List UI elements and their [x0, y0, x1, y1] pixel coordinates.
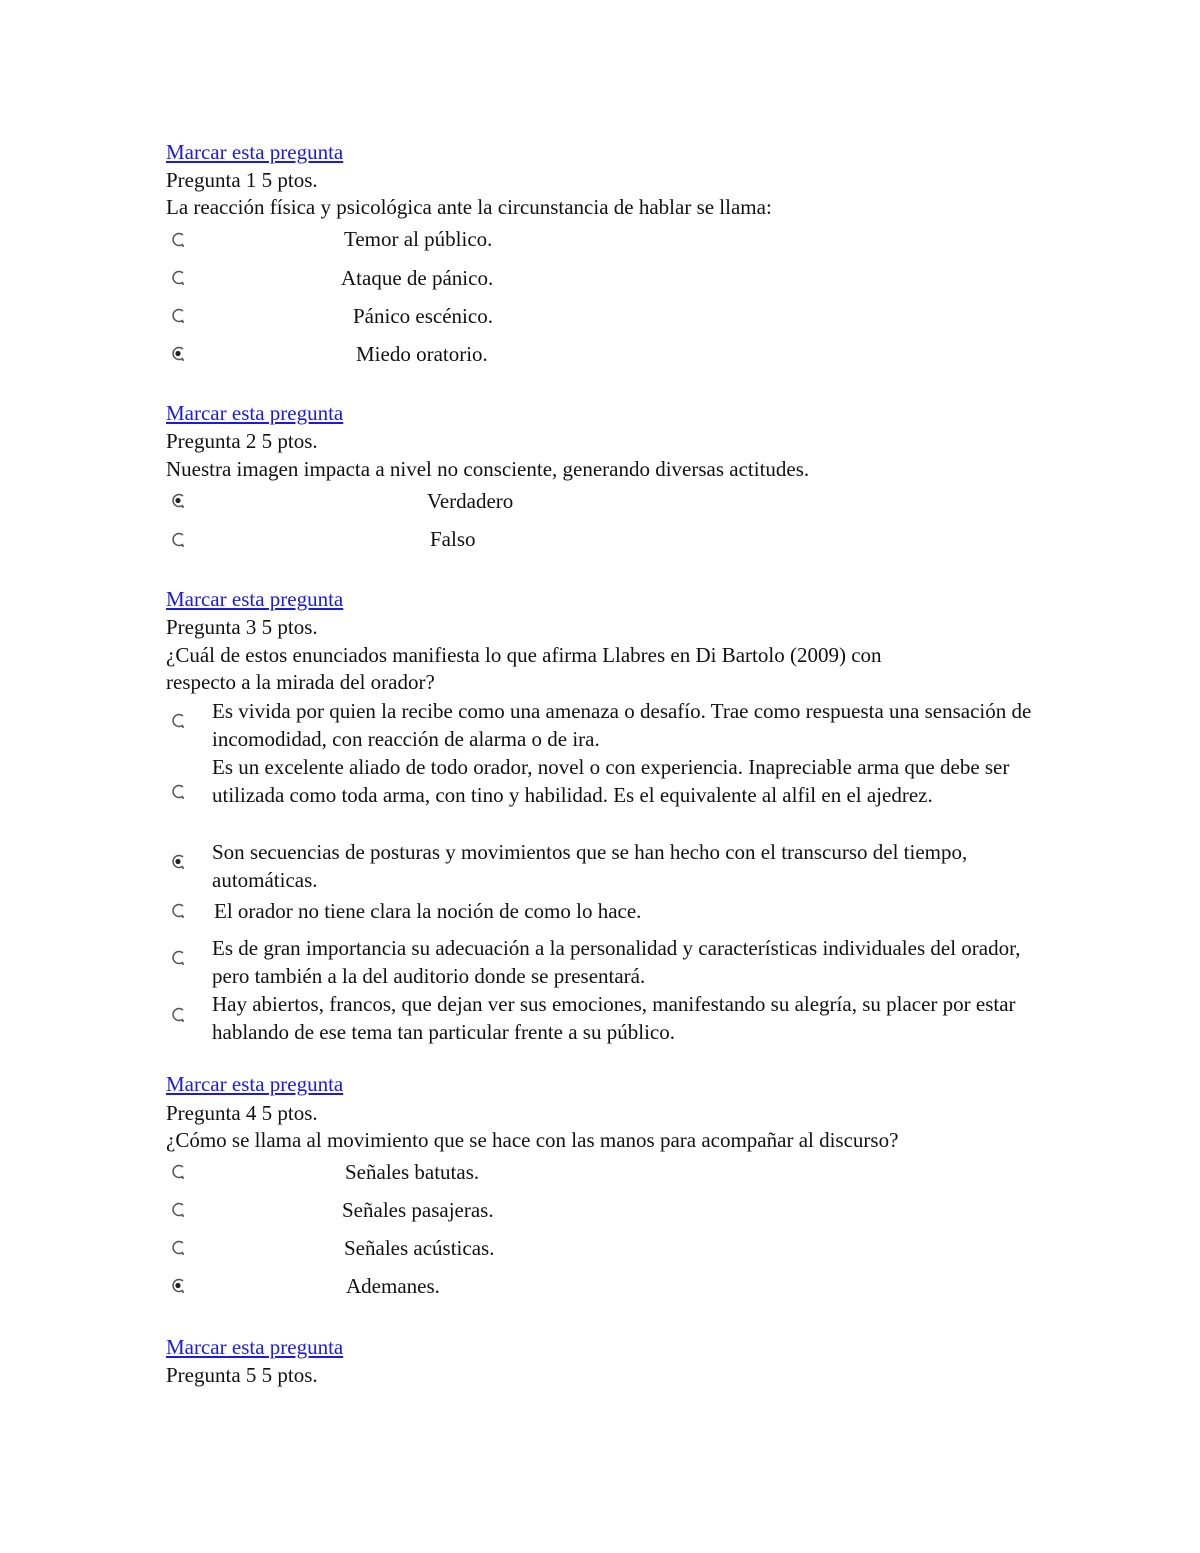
radio-unchecked-icon[interactable]	[170, 949, 187, 966]
radio-unchecked-icon[interactable]	[170, 1239, 187, 1256]
radio-unchecked-icon[interactable]	[170, 531, 187, 548]
question-text: ¿Cuál de estos enunciados manifiesta lo que afirma Llabres en Di Bartolo (2009) con	[166, 643, 882, 667]
option-label: Señales acústicas.	[344, 1236, 495, 1260]
mark-question-link[interactable]: Marcar esta pregunta	[166, 587, 344, 611]
question-header: Pregunta 1 5 ptos.	[166, 168, 318, 192]
mark-question-link[interactable]: Marcar esta pregunta	[166, 1072, 344, 1096]
option-label: Temor al público.	[344, 227, 493, 251]
radio-unchecked-icon[interactable]	[170, 712, 187, 729]
radio-checked-icon[interactable]	[170, 1277, 187, 1294]
option-label: Señales batutas.	[345, 1160, 480, 1184]
option-label: Son secuencias de posturas y movimientos que se han hecho con el transcurso del tiempo, automáticas.	[212, 840, 968, 892]
radio-unchecked-icon[interactable]	[170, 231, 187, 248]
question-header: Pregunta 2 5 ptos.	[166, 429, 318, 453]
question-text: ¿Cómo se llama al movimiento que se hace con las manos para acompañar al discurso?	[166, 1128, 899, 1152]
radio-checked-icon[interactable]	[170, 492, 187, 509]
option-label: Ademanes.	[346, 1274, 440, 1298]
mark-question-link[interactable]: Marcar esta pregunta	[166, 140, 344, 164]
option-label: Es un excelente aliado de todo orador, novel o con experiencia. Inapreciable arma que debe ser utilizada como toda arma, con tino y habilidad. Es el equivalente al alfil en el ajedrez.	[212, 755, 1010, 807]
option-label: Es vivida por quien la recibe como una amenaza o desafío. Trae como respuesta una sensación de incomodidad, con reacción de alarma o de ira.	[212, 699, 1032, 751]
question-header: Pregunta 4 5 ptos.	[166, 1101, 318, 1125]
option-label: Ataque de pánico.	[341, 266, 494, 290]
radio-unchecked-icon[interactable]	[170, 1163, 187, 1180]
radio-unchecked-icon[interactable]	[170, 269, 187, 286]
radio-unchecked-icon[interactable]	[170, 1201, 187, 1218]
radio-unchecked-icon[interactable]	[170, 902, 187, 919]
option-label: Verdadero	[427, 489, 514, 513]
option-label: Hay abiertos, francos, que dejan ver sus emociones, manifestando su alegría, su placer por estar hablando de ese tema tan particular frente a su público.	[212, 992, 1016, 1044]
option-label: El orador no tiene clara la noción de como lo hace.	[214, 899, 642, 923]
option-label: Miedo oratorio.	[356, 342, 488, 366]
mark-question-link[interactable]: Marcar esta pregunta	[166, 401, 344, 425]
radio-unchecked-icon[interactable]	[170, 1006, 187, 1023]
question-text: La reacción física y psicológica ante la circunstancia de hablar se llama:	[166, 195, 772, 219]
radio-unchecked-icon[interactable]	[170, 307, 187, 324]
option-label: Señales pasajeras.	[342, 1198, 494, 1222]
question-header: Pregunta 3 5 ptos.	[166, 615, 318, 639]
mark-question-link[interactable]: Marcar esta pregunta	[166, 1335, 344, 1359]
question-header: Pregunta 5 5 ptos.	[166, 1363, 318, 1387]
radio-checked-icon[interactable]	[170, 853, 187, 870]
option-label: Es de gran importancia su adecuación a la personalidad y características individuales del orador, pero también a la del auditorio donde se presentará.	[212, 936, 1021, 988]
question-text: Nuestra imagen impacta a nivel no consciente, generando diversas actitudes.	[166, 457, 810, 481]
question-text: respecto a la mirada del orador?	[166, 670, 435, 694]
radio-checked-icon[interactable]	[170, 345, 187, 362]
option-label: Falso	[430, 527, 476, 551]
option-label: Pánico escénico.	[353, 304, 493, 328]
radio-unchecked-icon[interactable]	[170, 783, 187, 800]
